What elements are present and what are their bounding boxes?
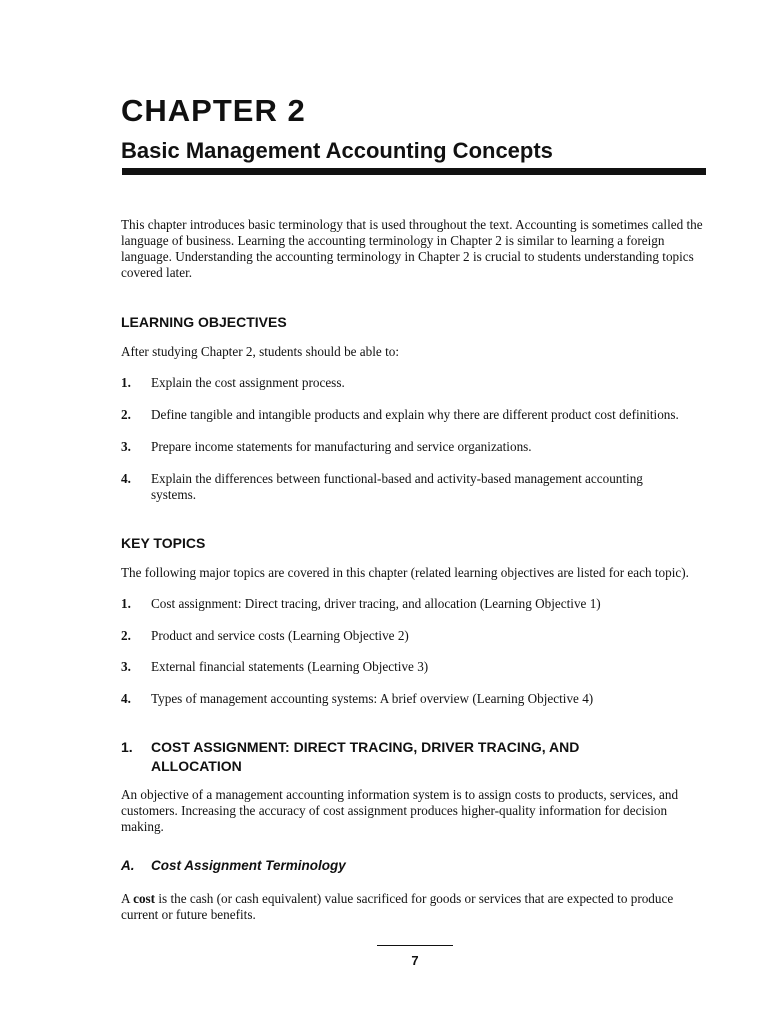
list-number: 1. [121, 596, 131, 611]
paragraph-text-post: is the cash (or cash equivalent) value sacrificed for goods or services that are expected to produce current or future benefits. [121, 891, 674, 922]
list-number: 4. [121, 471, 131, 486]
list-number: 1. [121, 375, 131, 390]
section-1-paragraph: An objective of a management accounting information system is to assign costs to products, services, and customers. Increasing the accuracy of cost assignment produces higher-quality information for decision making. [121, 787, 679, 834]
objective-item [121, 375, 706, 391]
title-rule [122, 168, 706, 175]
intro-paragraph: This chapter introduces basic terminology that is used throughout the text. Accounting is sometimes called the language of business. Learning the accounting terminology in Chapter 2 is similar to learning a foreign language. Understanding the accounting terminology in Chapter 2 is crucial to students understanding topics covered later. [121, 217, 703, 280]
topic-item [121, 659, 706, 675]
topic-item [121, 596, 706, 612]
subsection-a-heading [121, 857, 346, 875]
list-text: Prepare income statements for manufacturing and service organizations. [151, 439, 532, 454]
list-number: 4. [121, 691, 131, 706]
page-number: 7 [411, 953, 419, 968]
objective-item [121, 471, 681, 503]
topic-item [121, 628, 706, 644]
list-text: Types of management accounting systems: A brief overview (Learning Objective 4) [151, 691, 594, 706]
paragraph-text-pre: A [121, 891, 134, 906]
topics-lead: The following major topics are covered in this chapter (related learning objectives are listed for each topic). [121, 565, 689, 580]
section-number: 1. [121, 739, 133, 755]
learning-objectives-heading: LEARNING OBJECTIVES [121, 314, 287, 330]
list-text: Product and service costs (Learning Objective 2) [151, 628, 409, 643]
list-number: 2. [121, 407, 131, 422]
subsection-letter: A. [121, 858, 135, 873]
list-text: Define tangible and intangible products and explain why there are different product cost definitions. [151, 407, 679, 422]
section-title: COST ASSIGNMENT: DIRECT TRACING, DRIVER TRACING, AND ALLOCATION [151, 739, 580, 774]
list-text: Cost assignment: Direct tracing, driver tracing, and allocation (Learning Objective 1) [151, 596, 601, 611]
list-number: 3. [121, 439, 131, 454]
list-text: External financial statements (Learning Objective 3) [151, 659, 429, 674]
objective-item [121, 407, 706, 423]
list-number: 2. [121, 628, 131, 643]
chapter-subtitle: Basic Management Accounting Concepts [121, 138, 553, 163]
section-1-heading [121, 738, 641, 776]
subsection-title: Cost Assignment Terminology [151, 858, 346, 873]
topic-item [121, 691, 706, 707]
list-text: Explain the cost assignment process. [151, 375, 345, 390]
footer-rule [377, 945, 453, 946]
chapter-label: CHAPTER 2 [121, 93, 306, 128]
key-topics-heading: KEY TOPICS [121, 535, 206, 551]
term-cost: cost [133, 891, 156, 906]
objective-item [121, 439, 706, 455]
objectives-lead: After studying Chapter 2, students should be able to: [121, 344, 399, 359]
list-text: Explain the differences between functional-based and activity-based management accounting systems. [151, 471, 643, 502]
list-number: 3. [121, 659, 131, 674]
subsection-a-paragraph [121, 891, 706, 923]
